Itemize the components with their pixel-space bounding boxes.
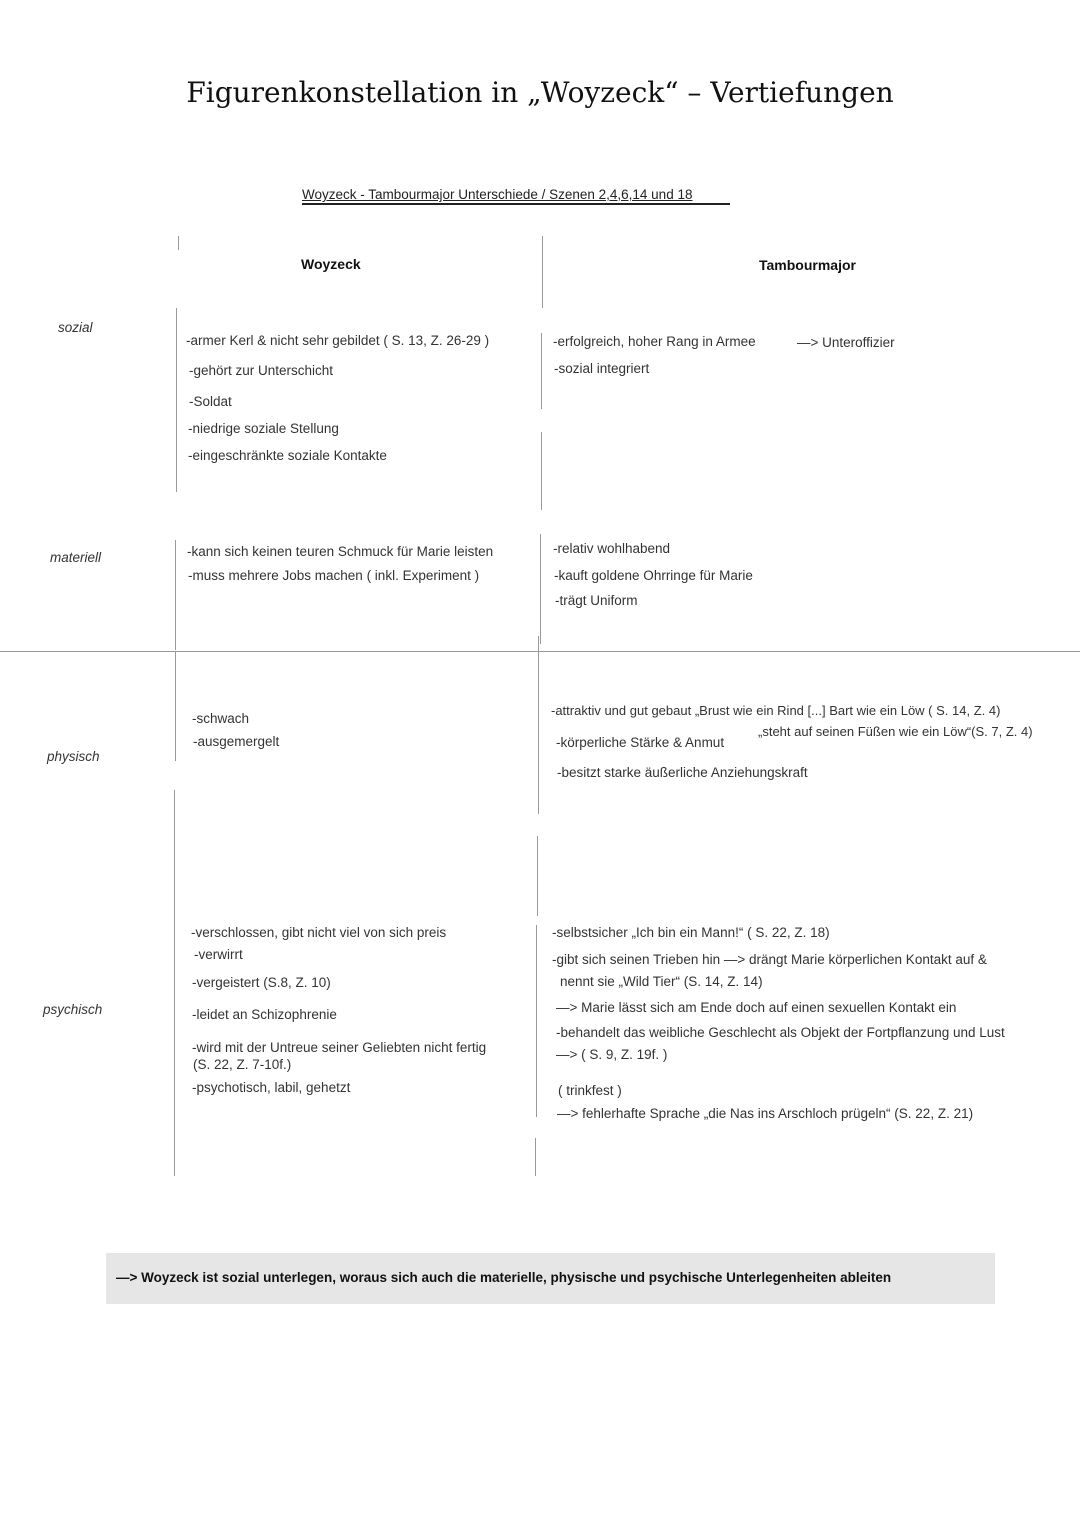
divider-line [176,308,177,492]
woyzeck-materiell-item: -muss mehrere Jobs machen ( inkl. Experiment ) [188,568,480,583]
divider-line [175,540,176,650]
woyzeck-sozial-item: -eingeschränkte soziale Kontakte [188,448,387,463]
tambourmajor-psychisch-item: —> fehlerhafte Sprache „die Nas ins Arschloch prügeln“ (S. 22, Z. 21) [557,1106,974,1121]
divider-line [538,636,539,814]
woyzeck-psychisch-item: -verwirrt [194,947,243,962]
divider-line [178,236,179,250]
subtitle: Woyzeck - Tambourmajor Unterschiede / Szenen 2,4,6,14 und 18 [302,187,693,202]
column-heading-woyzeck: Woyzeck [301,256,361,272]
woyzeck-physisch-item: -ausgemergelt [193,734,280,749]
woyzeck-materiell-item: -kann sich keinen teuren Schmuck für Marie leisten [187,544,494,559]
category-materiell: materiell [50,550,102,565]
tambourmajor-physisch-item: „steht auf seinen Füßen wie ein Löw“(S. 7, Z. 4) [758,724,1033,739]
divider-line [536,925,537,1117]
tambourmajor-psychisch-item: -selbstsicher „Ich bin ein Mann!“ ( S. 22, Z. 18) [552,925,830,940]
tambourmajor-psychisch-item: -behandelt das weibliche Geschlecht als Objekt der Fortpflanzung und Lust [556,1025,1005,1040]
divider-line [541,333,542,409]
tambourmajor-materiell-item: -relativ wohlhabend [553,541,671,556]
woyzeck-physisch-item: -schwach [192,711,250,726]
column-heading-tambourmajor: Tambourmajor [759,257,856,273]
divider-line [537,836,538,916]
woyzeck-sozial-item: -Soldat [189,394,232,409]
woyzeck-sozial-item: -gehört zur Unterschicht [189,363,334,378]
tambourmajor-psychisch-item: —> ( S. 9, Z. 19f. ) [556,1047,668,1062]
tambourmajor-physisch-item: -besitzt starke äußerliche Anziehungskraft [557,765,808,780]
divider-line [535,1138,536,1176]
category-psychisch: psychisch [43,1002,103,1017]
horizontal-divider [0,651,1080,652]
tambourmajor-sozial-item: —> Unteroffizier [797,335,895,350]
category-sozial: sozial [58,320,93,335]
category-physisch: physisch [47,749,100,764]
tambourmajor-physisch-item: -attraktiv und gut gebaut „Brust wie ein Rind [...] Bart wie ein Löw ( S. 14, Z. 4) [551,703,1001,718]
woyzeck-psychisch-item: (S. 22, Z. 7-10f.) [193,1057,292,1072]
tambourmajor-psychisch-item: -gibt sich seinen Trieben hin —> drängt Marie körperlichen Kontakt auf & [552,952,987,967]
woyzeck-psychisch-item: -leidet an Schizophrenie [192,1007,337,1022]
divider-line [174,790,175,1176]
tambourmajor-materiell-item: -kauft goldene Ohrringe für Marie [554,568,753,583]
subtitle-underline [302,203,730,205]
divider-line [540,534,541,644]
tambourmajor-psychisch-item: ( trinkfest ) [558,1083,622,1098]
tambourmajor-sozial-item: -sozial integriert [554,361,650,376]
conclusion-text: —> Woyzeck ist sozial unterlegen, woraus sich auch die materielle, physische und psychische Unterlegenheiten ableiten [116,1270,892,1285]
woyzeck-psychisch-item: -verschlossen, gibt nicht viel von sich preis [191,925,447,940]
woyzeck-psychisch-item: -vergeistert (S.8, Z. 10) [192,975,331,990]
page-title: Figurenkonstellation in „Woyzeck“ – Vertiefungen [186,76,894,109]
woyzeck-psychisch-item: -wird mit der Untreue seiner Geliebten nicht fertig [192,1040,487,1055]
tambourmajor-physisch-item: -körperliche Stärke & Anmut [556,735,725,750]
woyzeck-psychisch-item: -psychotisch, labil, gehetzt [192,1080,351,1095]
tambourmajor-materiell-item: -trägt Uniform [555,593,638,608]
divider-line [175,651,176,761]
divider-line [541,432,542,510]
conclusion-box [106,1253,995,1304]
tambourmajor-psychisch-item: —> Marie lässt sich am Ende doch auf einen sexuellen Kontakt ein [556,1000,957,1015]
woyzeck-sozial-item: -niedrige soziale Stellung [188,421,339,436]
divider-line [542,236,543,308]
tambourmajor-sozial-item: -erfolgreich, hoher Rang in Armee [553,334,756,349]
woyzeck-sozial-item: -armer Kerl & nicht sehr gebildet ( S. 13, Z. 26-29 ) [186,333,490,348]
tambourmajor-psychisch-item: nennt sie „Wild Tier“ (S. 14, Z. 14) [560,974,763,989]
